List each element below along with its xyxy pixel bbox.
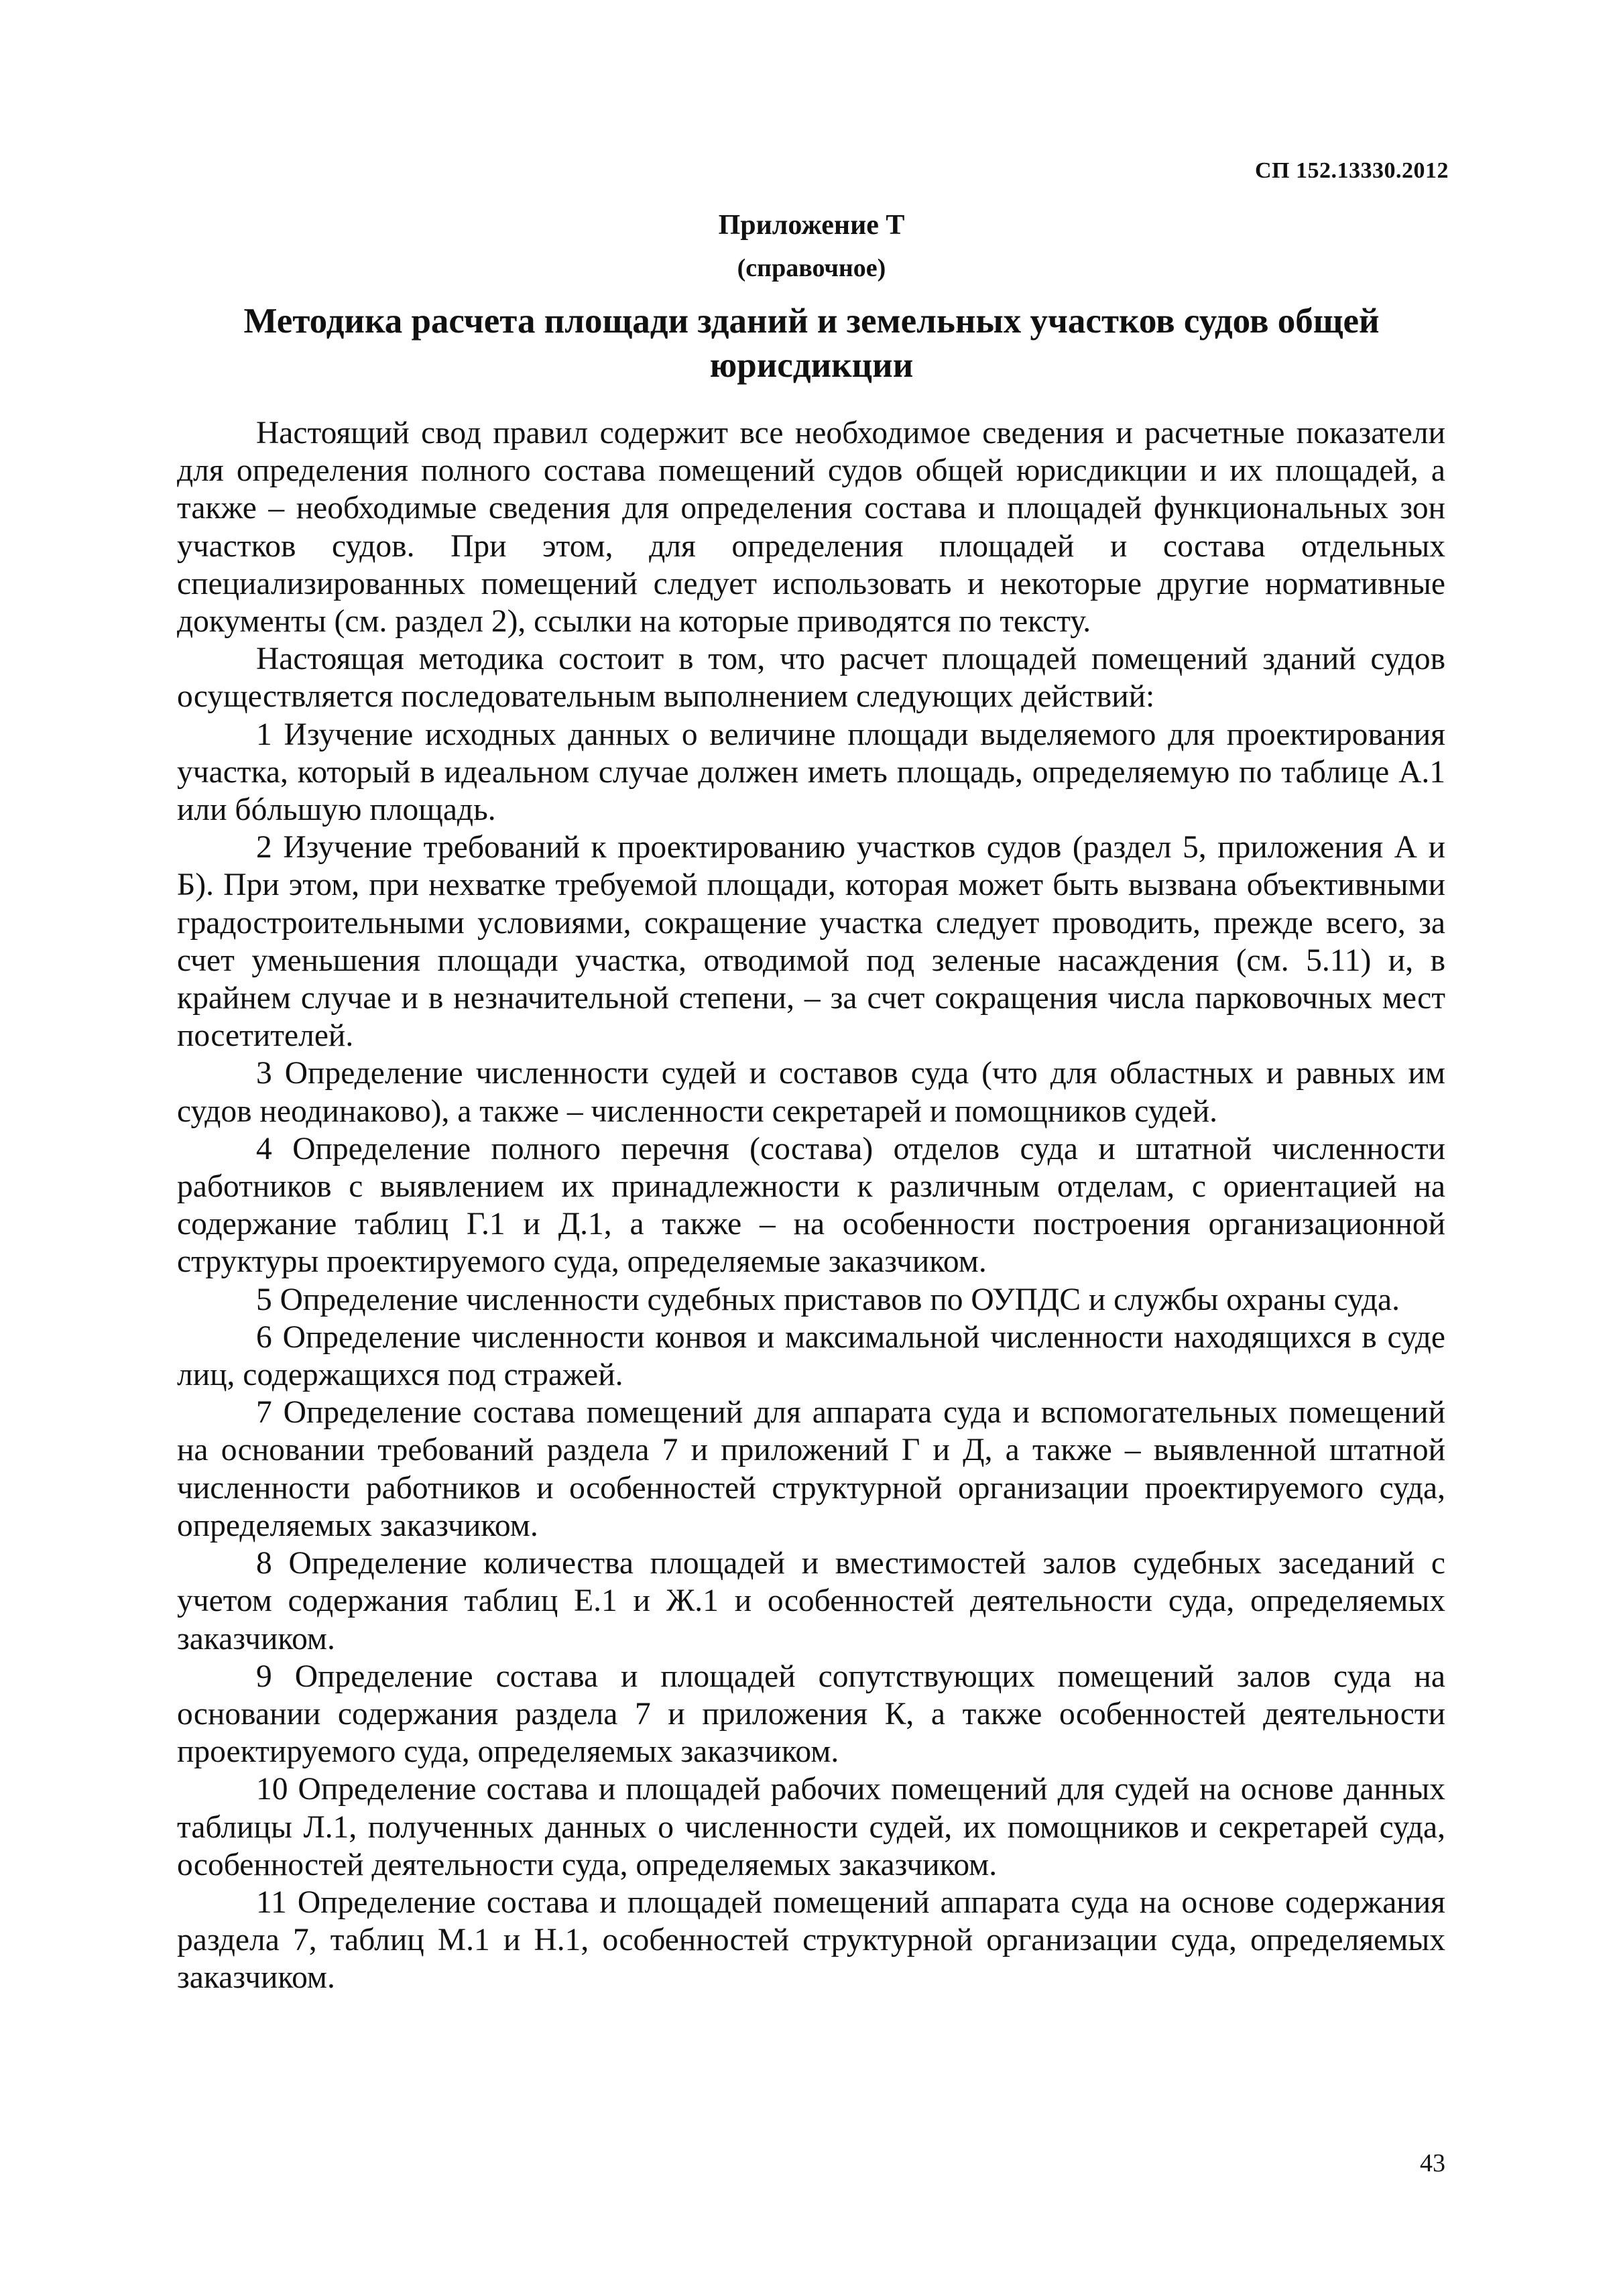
paragraph-intro: Настоящий свод правил содержит все необходимое сведения и расчетные показатели для определения полного состава помещений судов общей юрисдикции и их площадей, а также – необходимые сведения для определения состава и площадей функциональных зон участков судов. При этом, для определения площадей и состава отдельных специализированных помещений следует использовать и некоторые другие нормативные документы (см. раздел 2), ссылки на которые приводятся по тексту. xyxy=(177,416,1445,640)
list-item-3: 3 Определение численности судей и составов суда (что для областных и равных им судов неодинаково), а также – численности секретарей и помощников судей. xyxy=(177,1056,1445,1129)
list-item-1: 1 Изучение исходных данных о величине площади выделяемого для проектирования участка, который в идеальном случае должен иметь площадь, определяемую по таблице А.1 или бóльшую площадь. xyxy=(177,717,1445,828)
list-item-4: 4 Определение полного перечня (состава) отделов суда и штатной численности работников с выявлением их принадлежности к различным отделам, с ориентацией на содержание таблиц Г.1 и Д.1, а также – на особенности построения организационной структуры проектируемого суда, определяемые заказчиком. xyxy=(177,1131,1445,1280)
body-text xyxy=(177,414,1445,1997)
page-number: 43 xyxy=(1420,2149,1445,2177)
document-code: СП 152.13330.2012 xyxy=(1255,158,1449,183)
list-item-5: 5 Определение численности судебных приставов по ОУПДС и службы охраны суда. xyxy=(256,1282,1400,1317)
list-item-11: 11 Определение состава и площадей помещений аппарата суда на основе содержания раздела 7, таблиц М.1 и Н.1, особенностей структурной организации суда, определяемых заказчиком. xyxy=(177,1884,1445,1996)
appendix-title: Приложение Т xyxy=(718,210,905,241)
appendix-type: (справочное) xyxy=(737,254,886,282)
list-item-9: 9 Определение состава и площадей сопутствующих помещений залов суда на основании содержания раздела 7 и приложения К, а также особенностей деятельности проектируемого суда, определяемых заказчиком. xyxy=(177,1658,1445,1770)
list-item-7: 7 Определение состава помещений для аппарата суда и вспомогательных помещений на основании требований раздела 7 и приложений Г и Д, а также – выявленной штатной численности работников и особенностей структурной организации проектируемого суда, определяемых заказчиком. xyxy=(177,1395,1445,1543)
list-item-2: 2 Изучение требований к проектированию участков судов (раздел 5, приложения А и Б). При этом, при нехватке требуемой площади, которая может быть вызвана объективными градостроительными условиями, сокращение участка следует проводить, прежде всего, за счет уменьшения площади участка, отводимой под зеленые насаждения (см. 5.11) и, в крайнем случае и в незначительной степени, – за счет сокращения числа парковочных мест посетителей. xyxy=(177,830,1445,1054)
section-heading: Методика расчета площади зданий и земельных участков судов общей юрисдикции xyxy=(243,302,1380,385)
list-item-10: 10 Определение состава и площадей рабочих помещений для судей на основе данных таблицы Л.1, полученных данных о численности судей, их помощников и секретарей суда, особенностей деятельности суда, определяемых заказчиком. xyxy=(177,1772,1445,1882)
list-item-6: 6 Определение численности конвоя и максимальной численности находящихся в суде лиц, содержащихся под стражей. xyxy=(177,1319,1445,1393)
list-item-8: 8 Определение количества площадей и вместимостей залов судебных заседаний с учетом содержания таблиц Е.1 и Ж.1 и особенностей деятельности суда, определяемых заказчиком. xyxy=(177,1546,1445,1656)
paragraph-method: Настоящая методика состоит в том, что расчет площадей помещений зданий судов осуществляется последовательным выполнением следующих действий: xyxy=(177,642,1445,715)
